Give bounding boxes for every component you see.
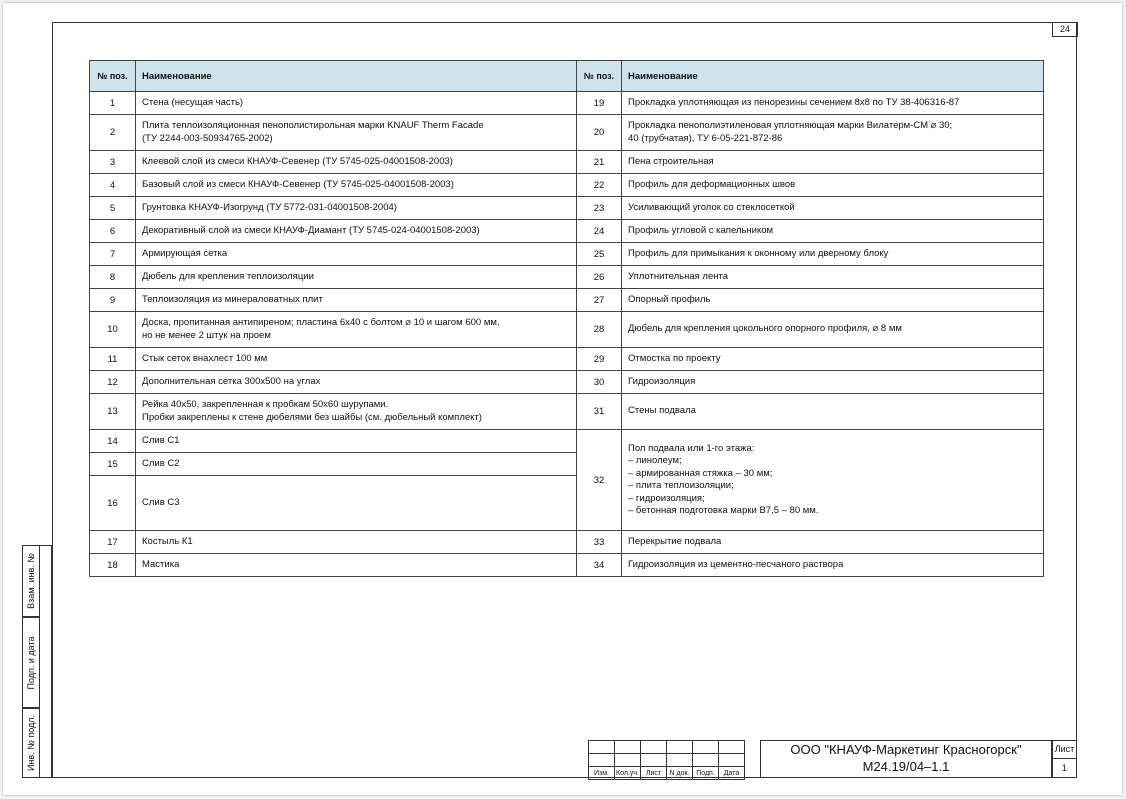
sheet-value: 1: [1061, 763, 1067, 773]
item-name-line: Грунтовка КНАУФ-Изогрунд (ТУ 5772-031-04001508-2004): [142, 201, 397, 213]
tb-col-date: Дата: [719, 767, 745, 780]
item-number: 25: [577, 243, 622, 266]
item-name-line: Профиль для деформационных швов: [628, 178, 796, 190]
item-number: 10: [90, 312, 136, 348]
item-number: 7: [90, 243, 136, 266]
item-name: [136, 220, 577, 243]
item-number: 32: [577, 430, 622, 531]
item-name: [622, 115, 1044, 151]
table-row: [90, 430, 1044, 453]
item-name: [622, 289, 1044, 312]
side-label-replace-inv: Взам. инв. №: [22, 545, 40, 617]
item-name: [136, 476, 577, 531]
item-name-line: – гидроизоляция;: [628, 492, 705, 504]
item-name-line: Доска, пропитанная антипиреном; пластина 6х40 с болтом ⌀ 10 и шагом 600 мм,: [142, 317, 500, 328]
item-name-line: Отмостка по проекту: [628, 352, 721, 364]
tb-col-kolvo: Кол.уч.: [615, 767, 641, 780]
sheet-label: Лист: [1053, 741, 1076, 759]
item-name: [622, 197, 1044, 220]
item-name-line: Клеевой слой из смеси КНАУФ-Севенер (ТУ 5745-025-04001508-2003): [142, 155, 453, 167]
item-name-line: – линолеум;: [628, 455, 682, 466]
item-number: 13: [90, 394, 136, 430]
item-name: [622, 394, 1044, 430]
item-number: 29: [577, 348, 622, 371]
item-number: 16: [90, 476, 136, 531]
item-name: [136, 92, 577, 115]
item-name-line: Базовый слой из смеси КНАУФ-Севенер (ТУ 5745-025-04001508-2003): [142, 178, 454, 190]
item-name-line: Гидроизоляция из цементно-песчаного раствора: [628, 558, 844, 570]
item-name-line: Прокладка уплотняющая из пенорезины сечением 8х8 по ТУ 38-406316-87: [628, 96, 960, 108]
item-name-line: 40 (трубчатая), ТУ 6-05-221-872-86: [628, 132, 783, 144]
item-name: [136, 266, 577, 289]
item-name: [622, 220, 1044, 243]
item-number: 11: [90, 348, 136, 371]
item-name-line: Декоративный слой из смеси КНАУФ-Диамант (ТУ 5745-024-04001508-2003): [142, 224, 480, 236]
item-name-line: Стена (несущая часть): [142, 96, 244, 108]
header-num-right: № поз.: [577, 61, 622, 92]
item-number: 22: [577, 174, 622, 197]
item-number: 28: [577, 312, 622, 348]
item-name: [622, 371, 1044, 394]
tb-col-sign: Подп.: [693, 767, 719, 780]
item-name: [622, 430, 1044, 531]
item-number: 24: [577, 220, 622, 243]
item-name-line: Профиль для примыкания к оконному или дверному блоку: [628, 247, 889, 259]
item-name-line: Опорный профиль: [628, 293, 711, 305]
item-number: 17: [90, 531, 136, 554]
table-row: [90, 289, 1044, 312]
header-name-right: Наименование: [622, 61, 1044, 92]
item-name-line: – плита теплоизоляции;: [628, 480, 734, 491]
table-row: [90, 371, 1044, 394]
table-row: [90, 531, 1044, 554]
item-name: [136, 371, 577, 394]
item-name-line: Уплотнительная лента: [628, 270, 729, 282]
header-name-left: Наименование: [136, 61, 577, 92]
side-strip: [40, 545, 52, 778]
item-number: 5: [90, 197, 136, 220]
item-name-line: Костыль К1: [142, 535, 193, 547]
table-row: [90, 394, 1044, 430]
header-num-left: № поз.: [90, 61, 136, 92]
item-name: [136, 312, 577, 348]
item-name-line: Плита теплоизоляционная пенополистирольная марки KNAUF Therm Facade: [142, 120, 484, 131]
item-name-line: Слив С3: [142, 496, 180, 508]
title-block-title: [760, 740, 1052, 778]
table-row: [90, 92, 1044, 115]
item-name-line: – армированная стяжка – 30 мм;: [628, 467, 773, 479]
item-name: [136, 394, 577, 430]
table-row: [90, 220, 1044, 243]
item-name-line: Прокладка пенополиэтиленовая уплотняющая марки Вилатерм-СМ ⌀ 30;: [628, 120, 953, 131]
item-name-line: (ТУ 2244-003-50934765-2002): [142, 132, 273, 144]
table-row: [90, 197, 1044, 220]
item-number: 30: [577, 371, 622, 394]
item-name-line: Пробки закреплены к стене дюбелями без шайбы (см. дюбельный комплект): [142, 411, 482, 423]
item-number: 4: [90, 174, 136, 197]
item-number: 6: [90, 220, 136, 243]
item-name-line: Рейка 40х50, закрепленная к пробкам 50х60 шурупами.: [142, 399, 389, 410]
title-block-sheet: [1052, 740, 1077, 778]
item-number: 19: [577, 92, 622, 115]
table-row: [90, 151, 1044, 174]
title-block-grid: [588, 740, 745, 780]
item-name-line: Дополнительная сетка 300х500 на углах: [142, 375, 321, 387]
tb-col-ndoc: N док.: [667, 767, 693, 780]
item-name-line: Перекрытие подвала: [628, 535, 722, 547]
side-label-sign-date: Подп. и дата: [22, 617, 40, 708]
item-number: 21: [577, 151, 622, 174]
item-number: 2: [90, 115, 136, 151]
item-name: [136, 243, 577, 266]
item-name-line: Армирующая сетка: [142, 247, 228, 259]
item-name-line: Пена строительная: [628, 155, 714, 167]
item-name-line: Стены подвала: [628, 405, 696, 417]
item-name-line: Слив С1: [142, 434, 180, 446]
document-code: М24.19/04–1.1: [862, 759, 950, 774]
item-name: [622, 151, 1044, 174]
item-name-line: Мастика: [142, 558, 180, 570]
item-number: 18: [90, 554, 136, 577]
item-name: [136, 115, 577, 151]
item-name: [622, 174, 1044, 197]
item-number: 34: [577, 554, 622, 577]
item-name: [136, 554, 577, 577]
table-row: [90, 115, 1044, 151]
item-name-line: Дюбель для крепления теплоизоляции: [142, 270, 314, 282]
item-name: [622, 266, 1044, 289]
item-name: [622, 243, 1044, 266]
company-name: ООО "КНАУФ-Маркетинг Красногорск": [790, 742, 1022, 757]
item-name-line: Гидроизоляция: [628, 375, 696, 387]
item-name: [136, 531, 577, 554]
item-number: 20: [577, 115, 622, 151]
item-name-line: Усиливающий уголок со стеклосеткой: [628, 201, 795, 213]
item-name: [136, 174, 577, 197]
item-name: [622, 312, 1044, 348]
table-row: [90, 243, 1044, 266]
item-name-line: Стык сеток внахлест 100 мм: [142, 352, 268, 364]
item-name: [136, 348, 577, 371]
item-number: 14: [90, 430, 136, 453]
table-row: [90, 348, 1044, 371]
item-name-line: Слив С2: [142, 457, 180, 469]
item-name: [136, 453, 577, 476]
item-name-line: Профиль угловой с капельником: [628, 224, 774, 236]
item-name: [622, 554, 1044, 577]
specification-table: [89, 60, 1044, 577]
item-name: [622, 92, 1044, 115]
item-number: 31: [577, 394, 622, 430]
tb-col-list: Лист: [641, 767, 667, 780]
item-name: [622, 348, 1044, 371]
table-row: [90, 174, 1044, 197]
item-number: 26: [577, 266, 622, 289]
table-row: [90, 312, 1044, 348]
table-row: [90, 554, 1044, 577]
item-number: 12: [90, 371, 136, 394]
item-name-line: – бетонная подготовка марки В7,5 – 80 мм.: [628, 505, 819, 516]
side-label-inv-orig: Инв. № подл.: [22, 708, 40, 778]
item-name: [622, 531, 1044, 554]
item-number: 8: [90, 266, 136, 289]
item-name-line: но не менее 2 штук на проем: [142, 329, 271, 341]
item-name: [136, 289, 577, 312]
item-name: [136, 151, 577, 174]
item-name: [136, 430, 577, 453]
item-number: 23: [577, 197, 622, 220]
item-name-line: Пол подвала или 1-го этажа:: [628, 442, 755, 454]
item-number: 33: [577, 531, 622, 554]
item-name-line: Теплоизоляция из минераловатных плит: [142, 293, 323, 305]
item-number: 15: [90, 453, 136, 476]
item-number: 9: [90, 289, 136, 312]
item-number: 1: [90, 92, 136, 115]
item-number: 3: [90, 151, 136, 174]
table-row: [90, 266, 1044, 289]
sheet-number-top: 24: [1052, 22, 1078, 37]
item-name-line: Дюбель для крепления цокольного опорного профиля, ⌀ 8 мм: [628, 323, 902, 335]
item-number: 27: [577, 289, 622, 312]
item-name: [136, 197, 577, 220]
tb-col-izm: Изм.: [589, 767, 615, 780]
